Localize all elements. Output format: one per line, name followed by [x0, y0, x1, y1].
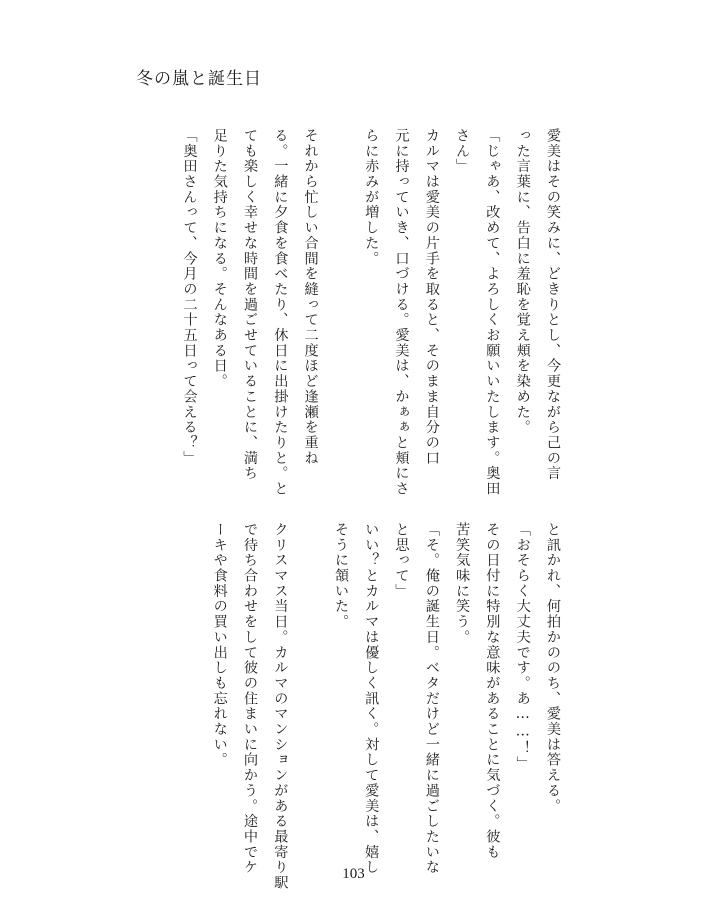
page-number: 103 [342, 866, 365, 882]
blank-column [304, 522, 318, 864]
text-column: と訊かれ、何拍かののち、愛美は答える。 [545, 522, 561, 814]
text-column: ても楽しく幸せな時間を過ごせていることに、満ち [242, 128, 259, 482]
text-column: 苦笑気味に笑う。 [454, 522, 471, 645]
text-column: った言葉に、告白に羞恥を覚え頬を染めた。 [514, 128, 531, 435]
text-column: 「そ。俺の誕生日。ベタだけど一緒に過ごしたいな [423, 522, 440, 876]
text-column: さん」 [454, 128, 471, 175]
text-column: と思って」 [393, 522, 410, 599]
text-column: 足りた気持ちになる。そんなある日。 [211, 128, 228, 389]
text-column: カルマは愛美の片手を取ると、そのまま自分の口 [423, 128, 440, 466]
text-column: らに赤みが増した。 [363, 128, 380, 267]
text-column: 愛美はその笑みに、どきりとし、今更ながら己の言 [545, 128, 561, 482]
text-column: 「奥田さんって、今月の二十五日って会える？」 [181, 128, 198, 466]
text-column: その日付に特別な意味があることに気づく。彼も [484, 522, 501, 860]
text-column: いい？とカルマは優しく訊く。対して愛美は、嬉し [363, 522, 380, 876]
text-column: で待ち合わせをして彼の住まいに向かう。途中でケ [242, 522, 259, 876]
text-column: ーキや食料の買い出しも忘れない。 [211, 522, 228, 768]
text-column: る。一緒に夕食を食べたり、休日に出掛けたりと。と [272, 128, 289, 497]
text-column: そうに頷いた。 [332, 522, 349, 630]
text-column: 「おそらく大丈夫です。あ……！」 [514, 522, 531, 772]
text-tier-top [100, 128, 561, 497]
page-title: 冬の嵐と誕生日 [136, 69, 262, 89]
text-column: 元に持っていき、口づける。愛美は、かぁぁと頬にさ [393, 128, 410, 497]
text-column: それから忙しい合間を縫って二度ほど逢瀬を重ね [302, 128, 319, 466]
text-column: クリスマス当日。カルマのマンションがある最寄り駅 [272, 522, 289, 891]
text-column: 「じゃあ、改めて、よろしくお願いいたします。奥田 [484, 128, 501, 497]
blank-column [334, 128, 348, 470]
